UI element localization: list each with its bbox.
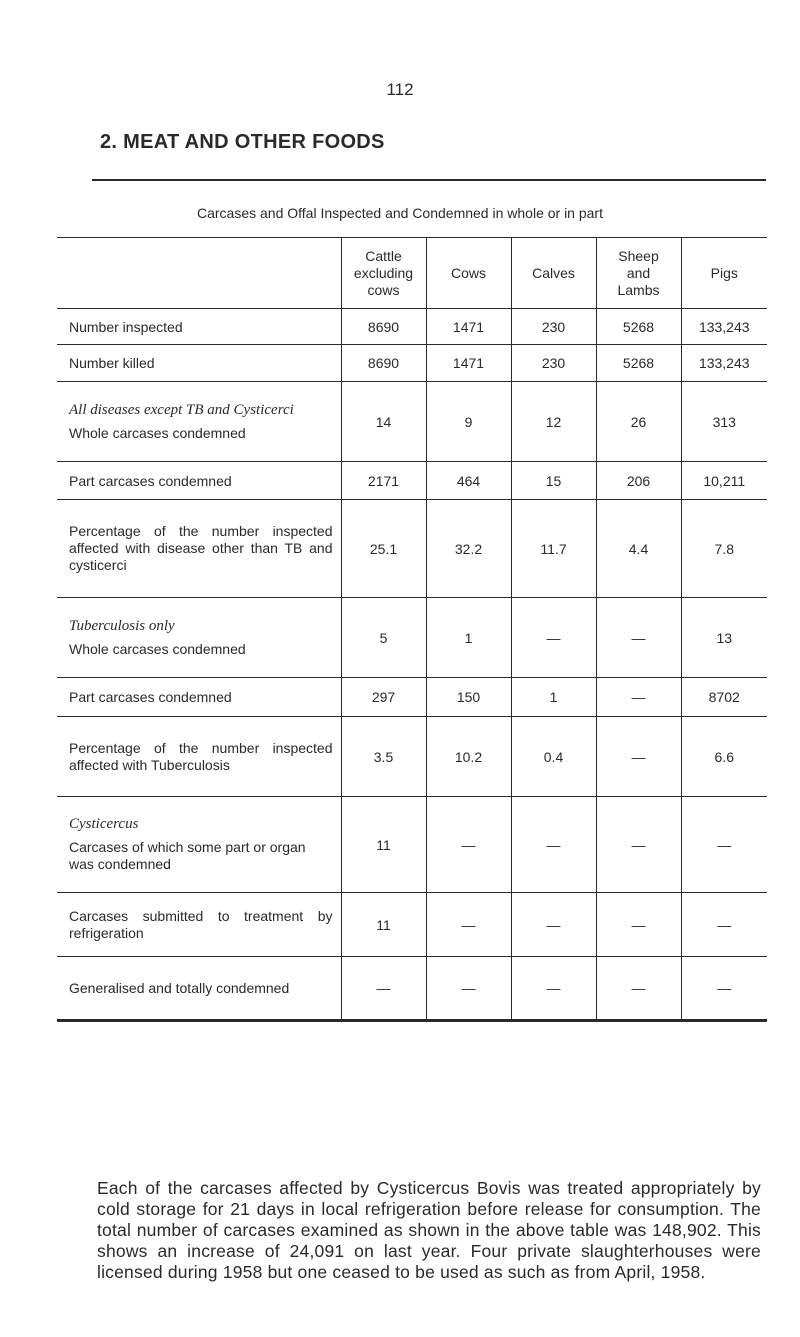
row-label: Whole carcases condemned — [69, 640, 246, 657]
row-group-heading: Cysticercus — [69, 816, 139, 832]
row-label: Part carcases condemned — [57, 678, 341, 717]
cell-pigs: 13 — [681, 598, 767, 678]
table-row — [57, 309, 767, 345]
column-header-cows: Cows — [426, 238, 511, 309]
cell-cattle: 8690 — [341, 345, 426, 382]
cell-cattle: 297 — [341, 678, 426, 717]
cell-calves: 12 — [511, 382, 596, 462]
column-header-calves: Calves — [511, 238, 596, 309]
row-label: Part carcases condemned — [57, 462, 341, 500]
table-title: Carcases and Offal Inspected and Condemned in whole or in part — [197, 205, 603, 221]
row-group-heading: Tuberculosis only — [69, 617, 175, 634]
cell-calves: 15 — [511, 462, 596, 500]
table-row — [57, 598, 767, 678]
cell-cattle: 2171 — [341, 462, 426, 500]
cell-sheep: — — [596, 797, 681, 893]
row-label: Carcases submitted to treatment by refrigeration — [69, 907, 333, 941]
column-header-cattle: Cattle excluding cows — [341, 238, 426, 309]
carcases-table — [57, 237, 767, 1022]
cell-calves: 1 — [511, 678, 596, 717]
cell-pigs: — — [681, 797, 767, 893]
table-row — [57, 717, 767, 797]
cell-sheep: — — [596, 893, 681, 957]
cell-cows: 1 — [426, 598, 511, 678]
cell-sheep: — — [596, 598, 681, 678]
cell-calves: 230 — [511, 309, 596, 345]
cell-pigs: 133,243 — [681, 309, 767, 345]
cell-calves: — — [511, 598, 596, 678]
table-row — [57, 462, 767, 500]
cell-cattle: 3.5 — [341, 717, 426, 797]
row-label: Percentage of the number inspected affected with Tuberculosis — [69, 739, 333, 773]
heading-rule — [92, 179, 766, 181]
cell-cattle: 8690 — [341, 309, 426, 345]
cell-cattle: — — [341, 957, 426, 1021]
cell-sheep: 206 — [596, 462, 681, 500]
row-label: Number killed — [57, 345, 341, 382]
row-label: Whole carcases condemned — [69, 424, 246, 441]
table-row — [57, 345, 767, 382]
cell-calves: — — [511, 957, 596, 1021]
cell-cows: — — [426, 957, 511, 1021]
cell-cattle: 25.1 — [341, 500, 426, 598]
cell-pigs: 6.6 — [681, 717, 767, 797]
cell-pigs: — — [681, 957, 767, 1021]
table-row — [57, 893, 767, 957]
cell-cows: 1471 — [426, 345, 511, 382]
cell-cows: 464 — [426, 462, 511, 500]
cell-cattle: 5 — [341, 598, 426, 678]
cell-calves: 11.7 — [511, 500, 596, 598]
table-row — [57, 678, 767, 717]
body-paragraph: Each of the carcases affected by Cysticercus Bovis was treated appropriately by cold storage for 21 days in local refrigeration before release for consumption. The total number of carcases examined as shown in the above table was 148,902. This shows an increase of 24,091 on last year. Four private slaughterhouses were licensed during 1958 but one ceased to be used as such as from April, 1958. — [97, 1177, 761, 1282]
table-header-row — [57, 238, 767, 309]
cell-calves: 230 — [511, 345, 596, 382]
cell-cows: — — [426, 893, 511, 957]
cell-pigs: 8702 — [681, 678, 767, 717]
row-label: Generalised and totally condemned — [69, 979, 290, 996]
cell-cattle: 11 — [341, 797, 426, 893]
cell-pigs: 10,211 — [681, 462, 767, 500]
column-header-sheep: Sheep and Lambs — [596, 238, 681, 309]
cell-calves: 0.4 — [511, 717, 596, 797]
cell-cows: 9 — [426, 382, 511, 462]
table-row — [57, 957, 767, 1021]
table-row — [57, 500, 767, 598]
cell-sheep: 5268 — [596, 345, 681, 382]
row-group-heading: All diseases except TB and Cysticerci — [69, 401, 294, 418]
cell-calves: — — [511, 893, 596, 957]
cell-sheep: — — [596, 678, 681, 717]
column-header-pigs: Pigs — [681, 238, 767, 309]
cell-cows: 1471 — [426, 309, 511, 345]
cell-sheep: — — [596, 957, 681, 1021]
cell-cows: 32.2 — [426, 500, 511, 598]
cell-cattle: 14 — [341, 382, 426, 462]
column-header-blank — [57, 238, 341, 309]
cell-pigs: — — [681, 893, 767, 957]
section-heading: 2. MEAT AND OTHER FOODS — [100, 131, 385, 153]
cell-cattle: 11 — [341, 893, 426, 957]
cell-cows: 150 — [426, 678, 511, 717]
cell-sheep: — — [596, 717, 681, 797]
cell-pigs: 7.8 — [681, 500, 767, 598]
table-row — [57, 382, 767, 462]
cell-sheep: 4.4 — [596, 500, 681, 598]
cell-cows: — — [426, 797, 511, 893]
row-label: Number inspected — [57, 309, 341, 345]
row-label: Percentage of the number inspected affected with disease other than TB and cysticerci — [69, 523, 333, 573]
cell-calves: — — [511, 797, 596, 893]
page-number: 112 — [386, 80, 414, 99]
table-row — [57, 797, 767, 893]
cell-cows: 10.2 — [426, 717, 511, 797]
cell-sheep: 5268 — [596, 309, 681, 345]
cell-pigs: 313 — [681, 382, 767, 462]
cell-sheep: 26 — [596, 382, 681, 462]
cell-pigs: 133,243 — [681, 345, 767, 382]
row-label: Carcases of which some part or organ was condemned — [69, 839, 306, 872]
